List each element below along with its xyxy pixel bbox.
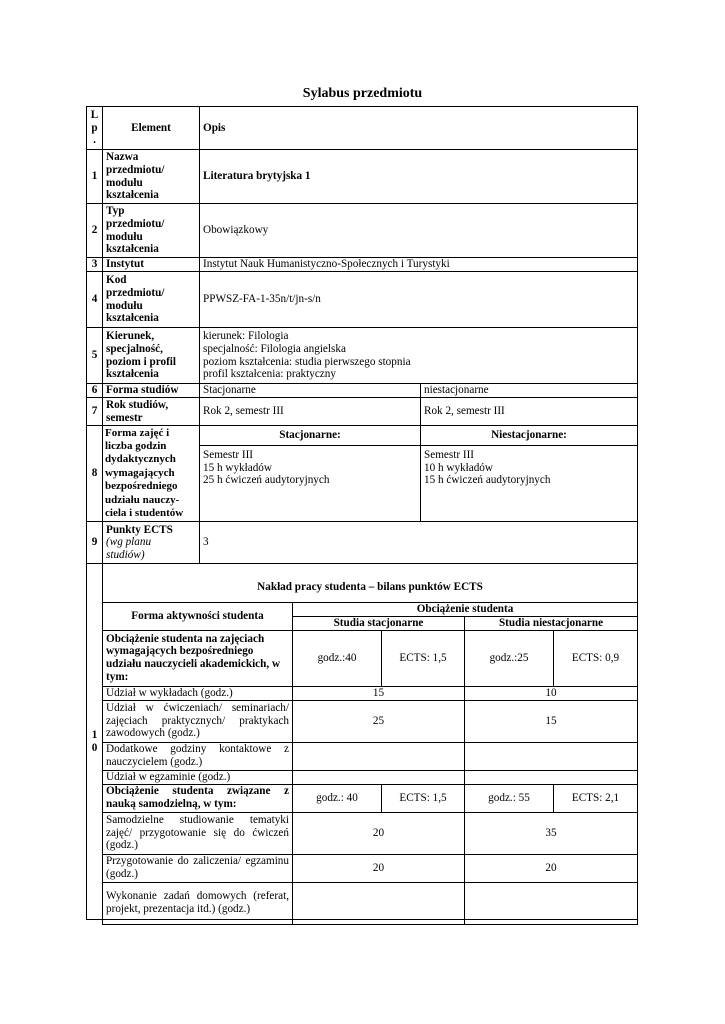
classes-extramural: Semestr III 10 h wykładów 15 h ćwiczeń audytoryjnych (421, 446, 638, 522)
extramural-value (465, 882, 638, 924)
activity-label: Obciążenie studenta związane z nauką samodzielną, w tym: (103, 784, 293, 812)
stationary-value: 15 (293, 686, 465, 700)
extramural-value: 15 (465, 700, 638, 742)
classes-stationary: Semestr III 15 h wykładów 25 h ćwiczeń audytoryjnych (200, 446, 421, 522)
course-code: PPWSZ-FA-1-35n/t/jn-s/n (200, 272, 638, 328)
element-label: Rok studiów, semestr (103, 398, 200, 426)
ects-note: (wg planu studiów) (106, 536, 152, 561)
ects-label: Punkty ECTS (106, 523, 173, 536)
element-label: Kierunek, specjalność, poziom i profil kształcenia (103, 328, 200, 384)
extramural-value: 35 (465, 812, 638, 854)
element-label: Typ przedmiotu/ modułu kształcenia (103, 204, 200, 258)
element-label: Forma zajęć i liczba godzin dydaktycznych wymagających bezpośredniego udziału nauczy- ciela i studentów (103, 426, 200, 522)
extramural-ects: ECTS: 0,9 (554, 630, 638, 686)
activity-label: Wykonanie zadań domowych (referat, projekt, prezentacja itd.) (godz.) (103, 882, 293, 924)
stationary-value (293, 742, 465, 770)
ects-points: 3 (200, 522, 638, 564)
stationary-ects: ECTS: 1,5 (382, 630, 465, 686)
stationary-value (293, 770, 465, 784)
institute: Instytut Nauk Humanistyczno-Społecznych i Turystyki (200, 258, 638, 272)
year-semester-extramural: Rok 2, semestr III (421, 398, 638, 426)
activity-label: Udział w wykładach (godz.) (103, 686, 293, 700)
row-number: 8 (87, 426, 103, 522)
stationary-hours: godz.: 40 (293, 784, 382, 812)
stationary-value: 20 (293, 854, 465, 882)
activity-label: Przygotowanie do zaliczenia/ egzaminu (godz.) (103, 854, 293, 882)
row-number: 3 (87, 258, 103, 272)
activity-label: Udział w ćwiczeniach/ seminariach/ zajęciach praktycznych/ praktykach zawodowych (godz.) (103, 700, 293, 742)
extramural-header: Studia niestacjonarne (465, 616, 638, 630)
row-number: 9 (87, 522, 103, 564)
extramural-hours: godz.: 55 (465, 784, 554, 812)
element-header: Element (103, 107, 200, 150)
row-number: 6 (87, 384, 103, 398)
element-label: Kod przedmiotu/ modułu kształcenia (103, 272, 200, 328)
row-number: 2 (87, 204, 103, 258)
lp-header: L p . (87, 107, 103, 150)
workload-title: Nakład pracy studenta – bilans punktów ECTS (103, 574, 638, 602)
study-form-extramural: niestacjonarne (421, 384, 638, 398)
row-number: 5 (87, 328, 103, 384)
activity-form-header: Forma aktywności studenta (103, 602, 293, 630)
row-number: 1 (87, 150, 103, 204)
opis-header: Opis (200, 107, 638, 150)
activity-label: Obciążenie studenta na zajęciach wymagających bezpośredniego udziału nauczycieli akademickich, w tym: (103, 630, 293, 686)
workload-table (102, 574, 638, 925)
row-number: 4 (87, 272, 103, 328)
extramural-hours: godz.:25 (465, 630, 554, 686)
element-label: Forma studiów (103, 384, 200, 398)
course-name: Literatura brytyjska 1 (200, 150, 638, 204)
workload-header: Obciążenie studenta (293, 602, 638, 616)
stationary-value (293, 882, 465, 924)
activity-label: Dodatkowe godziny kontaktowe z nauczycielem (godz.) (103, 742, 293, 770)
extramural-value (465, 742, 638, 770)
stationary-header: Studia stacjonarne (293, 616, 465, 630)
extramural-value: 20 (465, 854, 638, 882)
classes-stationary-header: Stacjonarne: (200, 426, 421, 446)
extramural-value (465, 770, 638, 784)
element-label: Nazwa przedmiotu/ modułu kształcenia (103, 150, 200, 204)
year-semester-stationary: Rok 2, semestr III (200, 398, 421, 426)
element-label (103, 522, 200, 564)
row-number: 7 (87, 398, 103, 426)
stationary-value: 20 (293, 812, 465, 854)
activity-label: Samodzielne studiowanie tematyki zajęć/ przygotowanie się do ćwiczeń (godz.) (103, 812, 293, 854)
study-form-stationary: Stacjonarne (200, 384, 421, 398)
stationary-hours: godz.:40 (293, 630, 382, 686)
extramural-value: 10 (465, 686, 638, 700)
row-number: 1 0 (87, 564, 103, 920)
classes-extramural-header: Niestacjonarne: (421, 426, 638, 446)
stationary-value: 25 (293, 700, 465, 742)
stationary-ects: ECTS: 1,5 (382, 784, 465, 812)
page-title: Sylabus przedmiotu (302, 86, 423, 101)
element-label: Instytut (103, 258, 200, 272)
course-type: Obowiązkowy (200, 204, 638, 258)
field-of-study: kierunek: Filologia specjalność: Filologia angielska poziom kształcenia: studia pierwszego stopnia profil kształcenia: praktyczny (200, 328, 638, 384)
extramural-ects: ECTS: 2,1 (554, 784, 638, 812)
activity-label: Udział w egzaminie (godz.) (103, 770, 293, 784)
